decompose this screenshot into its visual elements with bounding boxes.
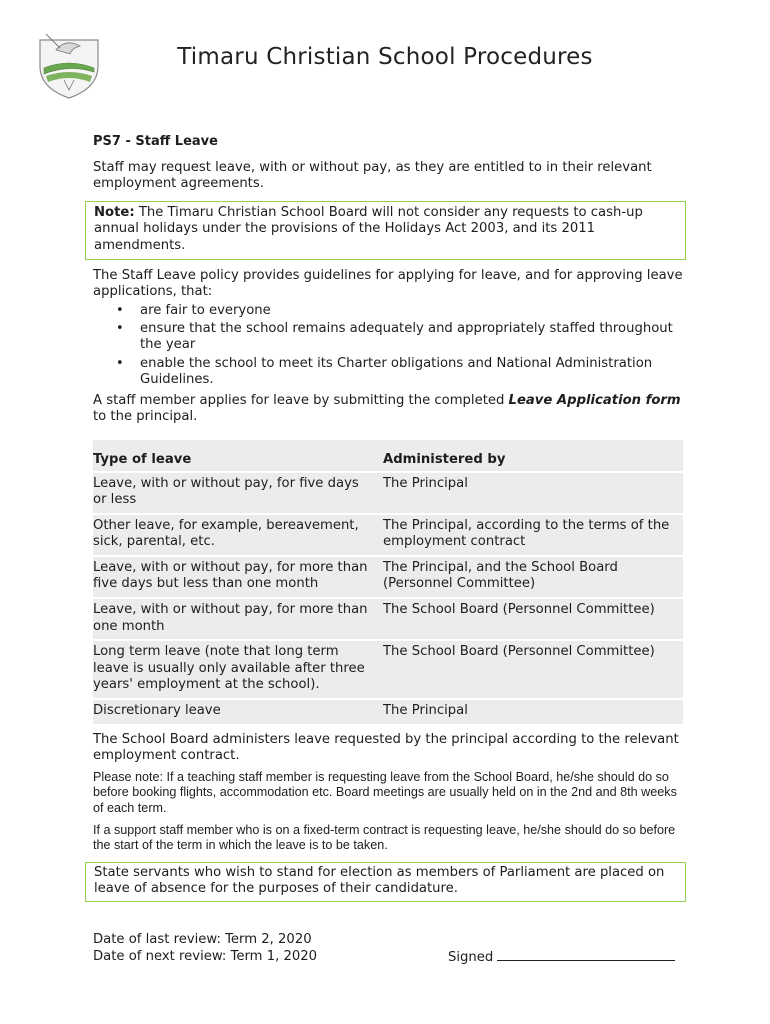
leave-application-form-ref: Leave Application form: [508, 392, 681, 408]
last-review-date: Date of last review: Term 2, 2020: [93, 932, 312, 947]
table-row: [93, 557, 683, 597]
leave-table: [93, 438, 683, 726]
table-cell: Leave, with or without pay, for more than five days but less than one month: [93, 557, 379, 597]
intro-paragraph: Staff may request leave, with or without pay, as they are entitled to in their relevant employment agreements.: [93, 159, 652, 192]
note-box: [85, 201, 686, 260]
policy-intro: The Staff Leave policy provides guidelines for applying for leave, and for approving leave applications, that:: [93, 267, 683, 300]
list-item: • ensure that the school remains adequately and appropriately staffed throughout the year: [140, 321, 683, 354]
please-note-paragraph: Please note: If a teaching staff member is requesting leave from the School Board, he/she should do so before booking flights, accommodation etc. Board meetings are usually held on in the 2nd and 8th weeks of each term.: [93, 769, 677, 815]
table-cell: Discretionary leave: [93, 700, 379, 724]
board-administers-paragraph: The School Board administers leave requested by the principal according to the relevant employment contract.: [93, 731, 679, 764]
table-row: [93, 641, 683, 698]
table-cell: Leave, with or without pay, for more than one month: [93, 599, 379, 639]
apply-text-after: to the principal.: [93, 409, 198, 425]
table-cell: Leave, with or without pay, for five days or less: [93, 473, 379, 513]
signature-field: [448, 949, 675, 965]
column-header-administered: Administered by: [379, 440, 683, 471]
table-header-row: [93, 440, 683, 471]
table-cell: The Principal, and the School Board (Personnel Committee): [379, 557, 683, 597]
list-item: • are fair to everyone: [140, 303, 683, 320]
table-cell: The School Board (Personnel Committee): [379, 641, 683, 698]
document-body: [93, 134, 683, 902]
note-label: Note:: [94, 204, 135, 220]
table-cell: Other leave, for example, bereavement, sick, parental, etc.: [93, 515, 379, 555]
signed-label: Signed: [448, 950, 494, 965]
table-cell: The Principal: [379, 700, 683, 724]
section-title: PS7 - Staff Leave: [93, 134, 218, 149]
table-cell: The Principal, according to the terms of the employment contract: [379, 515, 683, 555]
review-dates: [93, 932, 317, 966]
table-cell: Long term leave (note that long term leave is usually only available after three years' employment at the school).: [93, 641, 379, 698]
apply-text-before: A staff member applies for leave by submitting the completed: [93, 392, 509, 408]
column-header-type: Type of leave: [93, 440, 379, 471]
next-review-date: Date of next review: Term 1, 2020: [93, 948, 318, 964]
page-title: Timaru Christian School Procedures: [177, 44, 593, 70]
state-servants-text: State servants who wish to stand for election as members of Parliament are placed on leave of absence for the purposes of their candidature.: [94, 864, 665, 897]
note-text: The Timaru Christian School Board will not consider any requests to cash-up annual holidays under the provisions of the Holidays Act 2003, and its 2011 amendments.: [94, 204, 643, 253]
apply-paragraph: [93, 393, 683, 426]
state-servants-box: [85, 862, 686, 902]
table-row: [93, 515, 683, 555]
list-item: • enable the school to meet its Charter obligations and National Administration Guidelines.: [140, 356, 683, 389]
table-cell: The Principal: [379, 473, 683, 513]
table-row: [93, 599, 683, 639]
table-row: [93, 700, 683, 724]
table-cell: The School Board (Personnel Committee): [379, 599, 683, 639]
table-row: [93, 473, 683, 513]
support-staff-paragraph: If a support staff member who is on a fixed-term contract is requesting leave, he/she should do so before the start of the term in which the leave is to be taken.: [93, 822, 676, 853]
signature-line: [497, 949, 675, 961]
policy-bullet-list: [93, 303, 683, 389]
